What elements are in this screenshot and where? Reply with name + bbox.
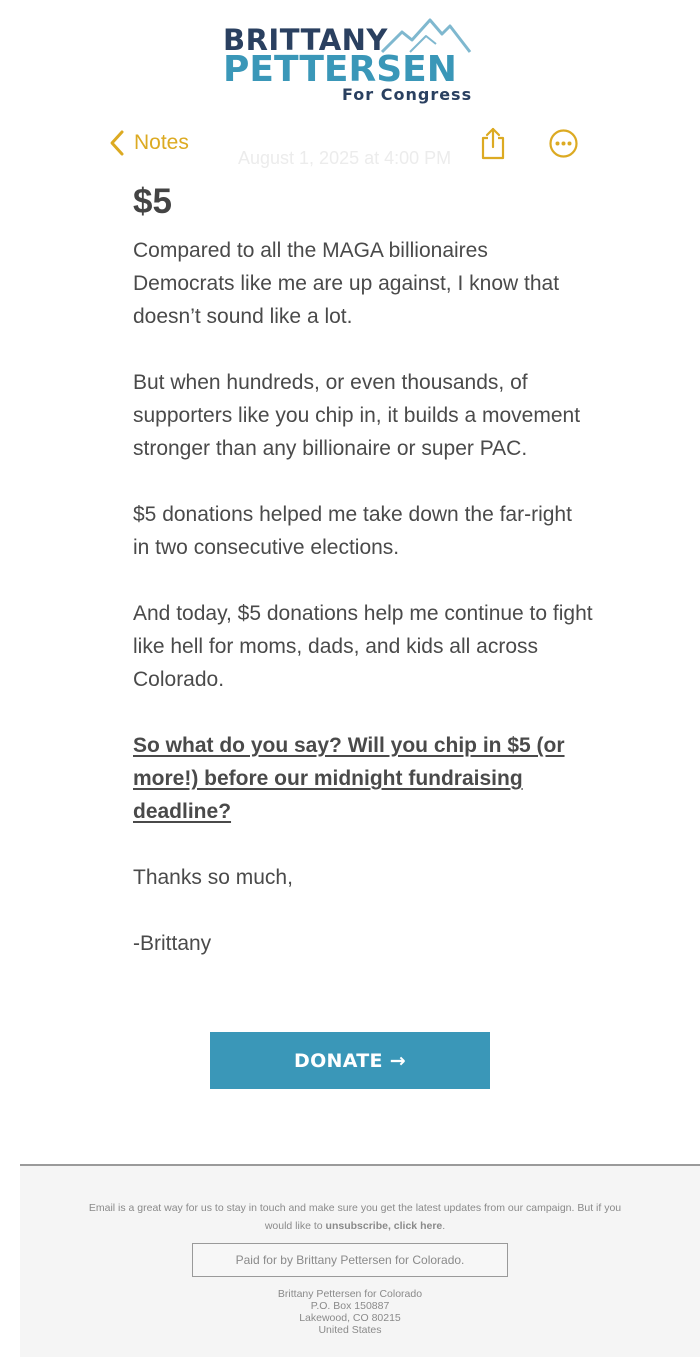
footer-message xyxy=(75,1199,635,1235)
address-line: Brittany Pettersen for Colorado xyxy=(277,1288,423,1300)
notes-back-button[interactable] xyxy=(108,129,189,157)
share-icon xyxy=(479,126,507,160)
note-date: August 1, 2025 at 4:00 PM xyxy=(238,148,452,168)
cta-link[interactable]: So what do you say? Will you chip in $5 (or more!) before our midnight fundraising deadline? xyxy=(133,734,565,823)
logo-tagline: For Congress xyxy=(342,85,473,104)
unsubscribe-link[interactable]: unsubscribe, click here xyxy=(325,1220,443,1232)
paid-for-disclaimer: Paid for by Brittany Pettersen for Colorado. xyxy=(192,1243,508,1277)
footer-message-text: Email is a great way for us to stay in touch and make sure you get the latest updates from our campaign. But if you would like to xyxy=(88,1202,622,1232)
thanks-line: Thanks so much, xyxy=(133,866,293,889)
more-icon xyxy=(548,128,579,159)
email-footer xyxy=(20,1164,700,1357)
chevron-left-icon xyxy=(108,129,126,157)
address-line: P.O. Box 150887 xyxy=(310,1300,390,1312)
note-body xyxy=(133,178,593,993)
campaign-logo xyxy=(0,0,700,115)
paragraph-4: And today, $5 donations help me continue to fight like hell for moms, dads, and kids all across Colorado. xyxy=(133,602,593,691)
paragraph-2: But when hundreds, or even thousands, of supporters like you chip in, it builds a movement stronger than any billionaire or super PAC. xyxy=(133,371,581,460)
share-button[interactable] xyxy=(479,126,507,165)
logo-first-name: BRITTANY xyxy=(223,23,388,57)
paragraph-1: Compared to all the MAGA billionaires Democrats like me are up against, I know that doesn’t sound like a lot. xyxy=(133,239,560,328)
note-heading: $5 xyxy=(133,182,172,221)
address-line: United States xyxy=(318,1324,382,1336)
notes-back-label: Notes xyxy=(134,131,189,154)
footer-message-end: . xyxy=(442,1220,446,1232)
more-options-button[interactable] xyxy=(548,128,579,164)
address-line: Lakewood, CO 80215 xyxy=(299,1312,401,1324)
paragraph-3: $5 donations helped me take down the far-right in two consecutive elections. xyxy=(133,503,572,559)
mailing-address xyxy=(20,1288,680,1336)
signoff: -Brittany xyxy=(133,932,212,955)
donate-button[interactable]: DONATE → xyxy=(210,1032,490,1089)
logo-last-name: PETTERSEN xyxy=(223,49,457,90)
